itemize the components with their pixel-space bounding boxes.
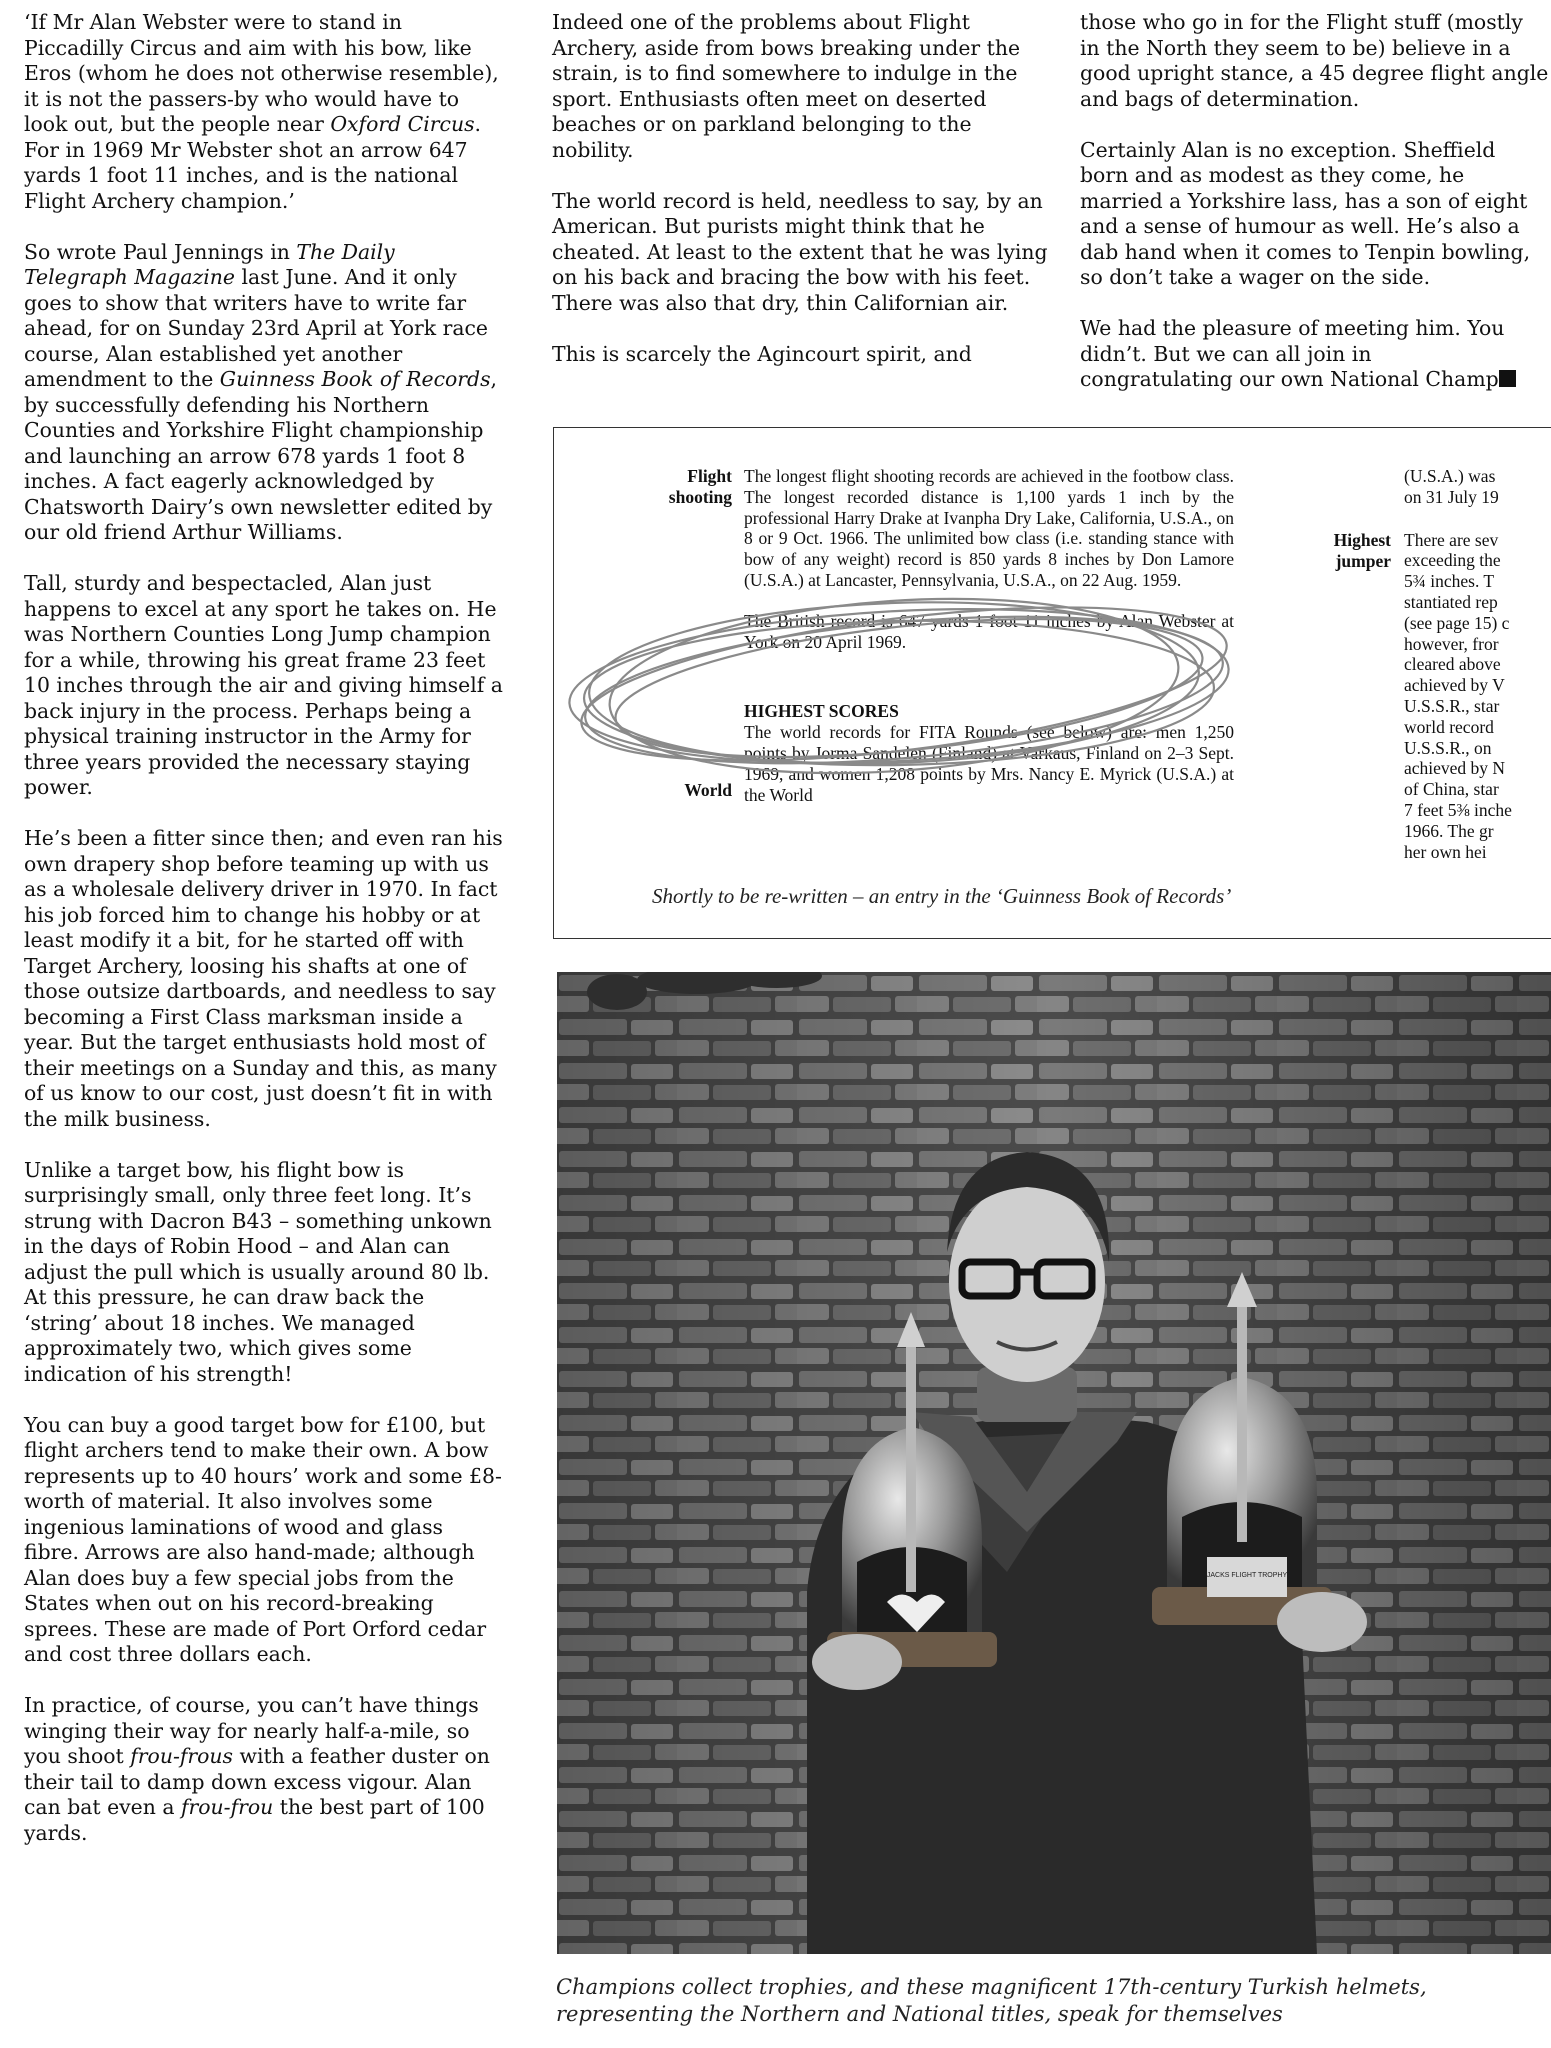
paragraph-12: Certainly Alan is no exception. Sheffield born and as modest as they come, he married a Yorkshire lass, has a son of eight and a sense of humour as well. He’s also a dab hand when it comes to Tenpin bowling, so don’t take a wager on the side. bbox=[1080, 137, 1531, 289]
article-column-1 bbox=[24, 10, 504, 1872]
guinness-caption: Shortly to be re-written – an entry in the ‘Guinness Book of Records’ bbox=[652, 884, 1232, 908]
end-mark bbox=[1499, 370, 1516, 387]
paragraph-6: You can buy a good target bow for £100, but flight archers tend to make their own. A bow represents up to 40 hours’ work and some £8-worth of material. It also involves some ingenious laminations of wood and glass fibre. Arrows are also hand-made; although Alan does buy a few special jobs from the States when out on his record-breaking sprees. These are made of Port Orford cedar and cost three dollars each. bbox=[24, 1412, 502, 1666]
article-column-3 bbox=[1080, 10, 1551, 418]
guinness-entry-box bbox=[553, 427, 1551, 939]
paragraph-5: Unlike a target bow, his flight bow is surprisingly small, only three feet long. It’s strung with Dacron B43 – something unkown in the days of Robin Hood – and Alan can adjust the pull which is usually around 80 lb. At this pressure, he can draw back the ‘string’ about 18 inches. We managed approximately two, which gives some indication of his strength! bbox=[24, 1157, 492, 1386]
guinness-main-column bbox=[744, 466, 1234, 805]
paragraph-2: So wrote Paul Jennings in The Daily Telegraph Magazine last June. And it only goes to show that writers have to write far ahead, for on Sunday 23rd April at York race course, Alan established yet another amendment to the Guinness Book of Records, by successfully defending his Northern Counties and Yorkshire Flight championship and launching an arrow 678 yards 1 foot 8 inches. A fact eagerly acknowledged by Chatsworth Dairy’s own newsletter edited by our old friend Arthur Williams. bbox=[24, 239, 498, 544]
paragraph-4: He’s been a fitter since then; and even ran his own drapery shop before teaming up with us as a wholesale delivery driver in 1970. In fact his job forced him to change his hobby or at least modify it a bit, for he started off with Target Archery, loosing his shafts at one of those outsize dartboards, and needless to say becoming a First Class marksman inside a year. But the target enthusiasts hold most of their meetings on a Sunday and this, as many of us know to our cost, just doesn’t fit in with the milk business. bbox=[24, 826, 503, 1131]
british-record-text: The British record is 647 yards 1 foot 11 inches by Alan Webster at York on 20 April 1969. bbox=[744, 610, 1234, 652]
paragraph-13: We had the pleasure of meeting him. You didn’t. But we can all join in congratulating our own National Champ bbox=[1080, 316, 1551, 393]
article-column-2 bbox=[552, 10, 1052, 393]
world-label: World bbox=[684, 780, 732, 800]
photo-illustration bbox=[557, 972, 1551, 1954]
highest-scores-heading: HIGHEST SCORES bbox=[744, 701, 899, 722]
paragraph-9: The world record is held, needless to say, by an American. But purists might think that he cheated. At least to the extent that he was lying on his back and bracing the bow with his feet. There was also that dry, thin Californian air. bbox=[552, 188, 1048, 315]
world-scores-text: The world records for FITA Rounds (see below) are: men 1,250 points by Jorma Sandelen (Finland) at Varkaus, Finland on 2–3 Sept. 1969, and women 1,208 points by Mrs. Nancy E. Myrick (U.S.A.) at the World bbox=[744, 722, 1234, 805]
paragraph-8: Indeed one of the problems about Flight Archery, aside from bows breaking under the strain, is to find somewhere to indulge in the sport. Enthusiasts often meet on deserted beaches or on parkland belonging to the nobility. bbox=[552, 10, 1021, 162]
paragraph-7: In practice, of course, you can’t have things winging their way for nearly half-a-mile, so you shoot frou-frous with a feather duster on their tail to damp down excess vigour. Alan can bat even a frou-frou the best part of 100 yards. bbox=[24, 1693, 490, 1845]
paragraph-3: Tall, sturdy and bespectacled, Alan just happens to excel at any sport he takes on. He was Northern Counties Long Jump champion for a while, throwing his great frame 23 feet 10 inches through the air and giving himself a back injury in the process. Perhaps being a physical training instructor in the Army for three years provided the necessary staying power. bbox=[24, 571, 503, 799]
guinness-second-column: (U.S.A.) was on 31 July 19 There are sev exceeding the 5¾ inches. T stantiated rep (see page 15) c however, fror cleared above achieved by V U.S.S.R., star world record U.S.S.R., on achieved by N of China, star 7 feet 5⅜ inche 1966. The gr her own hei bbox=[1404, 466, 1512, 862]
highest-jumper-label: Highest jumper bbox=[1333, 530, 1391, 571]
paragraph-11: those who go in for the Flight stuff (mostly in the North they seem to be) believe in a good upright stance, a 45 degree flight angle and bags of determination. bbox=[1080, 10, 1549, 111]
photo-caption: Champions collect trophies, and these magnificent 17th-century Turkish helmets, representing the Northern and National titles, speak for themselves bbox=[556, 1975, 1427, 2026]
trophy-photo bbox=[557, 972, 1551, 1954]
flight-shooting-label: Flight shooting bbox=[668, 466, 732, 507]
flight-shooting-text: The longest flight shooting records are achieved in the footbow class. The longest recorded distance is 1,100 yards 1 inch by the professional Harry Drake at Ivanpha Dry Lake, California, U.S.A., on 8 or 9 Oct. 1966. The unlimited bow class (i.e. standing stance with bow of any weight) record is 850 yards 8 inches by Don Lamore (U.S.A.) at Lancaster, Pennsylvania, U.S.A., on 22 Aug. 1959. bbox=[744, 466, 1234, 590]
paragraph-1: ‘If Mr Alan Webster were to stand in Piccadilly Circus and aim with his bow, like Eros (whom he does not otherwise resemble), it is not the passers-by who would have to look out, but the people near Oxford Circus. For in 1969 Mr Webster shot an arrow 647 yards 1 foot 11 inches, and is the national Flight Archery champion.’ bbox=[24, 10, 499, 213]
paragraph-10: This is scarcely the Agincourt spirit, and bbox=[552, 341, 972, 366]
trophy-plaque-text: JACKS FLIGHT TROPHY bbox=[1206, 1572, 1288, 1579]
